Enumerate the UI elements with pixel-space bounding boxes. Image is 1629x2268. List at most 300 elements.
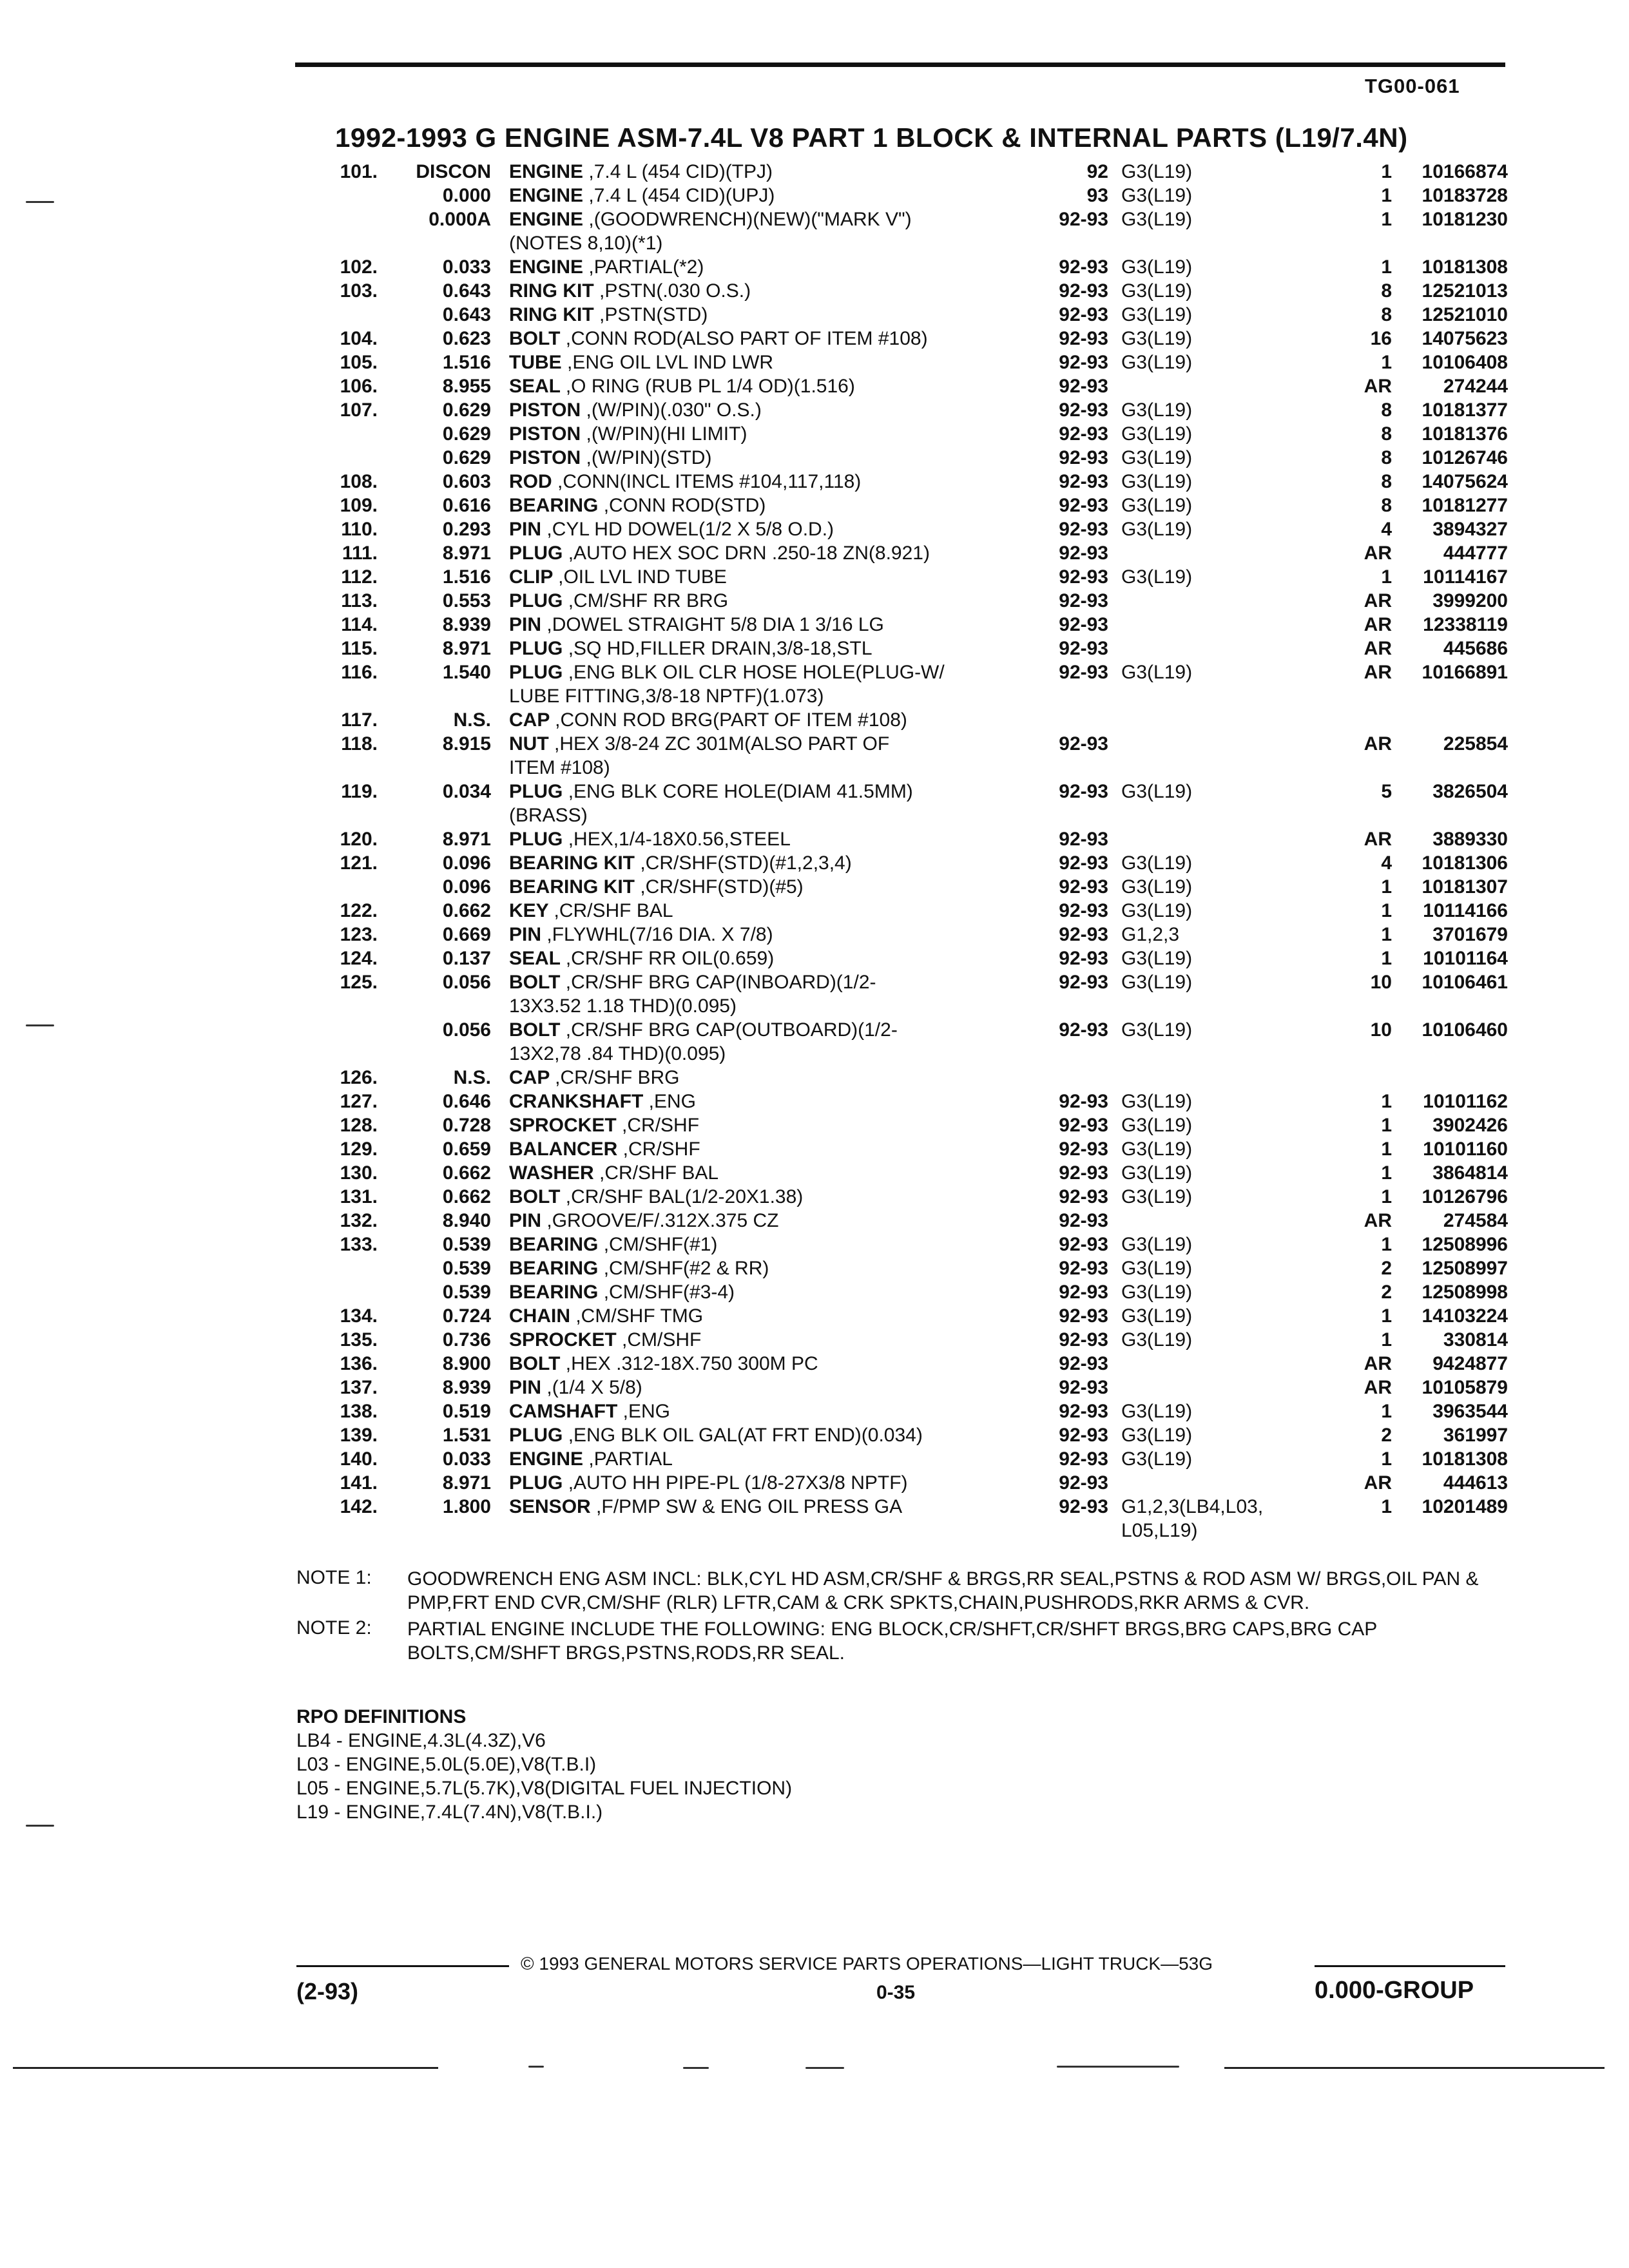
- part-spec: ,F/PMP SW & ENG OIL PRESS GA: [596, 1496, 903, 1517]
- quantity: 8: [1381, 471, 1392, 492]
- series-code: [1121, 279, 1295, 303]
- part-number: 10181306: [1422, 852, 1508, 874]
- part-row: [322, 1328, 1508, 1352]
- series-line: G3(L19): [1121, 900, 1193, 921]
- quantity: 1: [1381, 1091, 1392, 1112]
- quantity: 1: [1381, 948, 1392, 969]
- part-name: PISTON: [509, 447, 581, 468]
- part-spec: ,CR/SHF BAL(1/2-20X1.38): [565, 1186, 804, 1207]
- item-number: 107.: [340, 399, 378, 421]
- group-code: 0.000: [442, 185, 491, 206]
- part-row: [322, 207, 1508, 255]
- quantity: AR: [1364, 543, 1392, 564]
- part-spec: ,AUTO HH PIPE-PL (1/8-27X3/8 NPTF): [568, 1472, 908, 1494]
- item-number: 116.: [341, 662, 378, 683]
- group-code: 0.056: [442, 1019, 491, 1041]
- part-spec: ,CR/SHF BRG: [555, 1067, 680, 1088]
- item-number: 128.: [340, 1115, 378, 1136]
- group-code: DISCON: [416, 161, 491, 182]
- series-code: [1121, 1018, 1295, 1042]
- part-number: 10105879: [1422, 1377, 1508, 1398]
- part-spec: ,GROOVE/F/.312X.375 CZ: [546, 1210, 779, 1231]
- item-number: 135.: [340, 1329, 378, 1350]
- series-line: G1,2,3: [1121, 924, 1180, 945]
- group-code: 1.800: [442, 1496, 491, 1517]
- item-number: 131.: [340, 1186, 378, 1207]
- group-code: 0.662: [442, 1186, 491, 1207]
- item-number: 125.: [340, 972, 378, 993]
- part-number: 330814: [1443, 1329, 1508, 1350]
- group-code: 8.939: [442, 1377, 491, 1398]
- part-name: BEARING: [509, 495, 599, 516]
- item-number: 121.: [340, 852, 378, 874]
- part-spec: ,ENG: [648, 1091, 697, 1112]
- part-spec: ,ENG BLK CORE HOLE(DIAM 41.5MM): [568, 781, 913, 802]
- group-code: 0.629: [442, 447, 491, 468]
- group-code: 0.553: [442, 590, 491, 611]
- part-number: 10126796: [1422, 1186, 1508, 1207]
- group-code: 0.033: [442, 256, 491, 278]
- part-name: RING KIT: [509, 304, 594, 325]
- part-name: ENGINE: [509, 209, 584, 230]
- series-line: G3(L19): [1121, 1305, 1193, 1327]
- part-number: 3963544: [1432, 1401, 1508, 1422]
- series-line: G3(L19): [1121, 256, 1193, 278]
- series-line: G3(L19): [1121, 352, 1193, 373]
- description-line: [509, 1376, 1347, 1399]
- model-years: 92-93: [1059, 614, 1108, 635]
- part-spec: ,PARTIAL: [588, 1448, 673, 1470]
- series-code: [1121, 1256, 1295, 1280]
- quantity: AR: [1364, 638, 1392, 659]
- group-code: 8.971: [442, 1472, 491, 1494]
- quantity: 5: [1381, 781, 1392, 802]
- part-name: BOLT: [509, 328, 561, 349]
- part-spec: ,CR/SHF BRG CAP(OUTBOARD)(1/2-: [565, 1019, 898, 1041]
- item-number: 122.: [340, 900, 378, 921]
- item-number: 139.: [340, 1425, 378, 1446]
- series-line: G3(L19): [1121, 1282, 1193, 1303]
- series-line: G3(L19): [1121, 972, 1193, 993]
- series-code: [1121, 1399, 1295, 1423]
- series-code: [1121, 1137, 1295, 1161]
- description-line: [509, 374, 1347, 398]
- model-years: 92-93: [1059, 638, 1108, 659]
- quantity: AR: [1364, 1377, 1392, 1398]
- part-row: [322, 565, 1508, 589]
- part-number: 3889330: [1432, 829, 1508, 850]
- part-name: BEARING: [509, 1258, 599, 1279]
- model-years: 92-93: [1059, 471, 1108, 492]
- group-code: 0.728: [442, 1115, 491, 1136]
- footer-date: (2-93): [296, 1978, 359, 2004]
- part-description: [509, 541, 1347, 565]
- model-years: 92-93: [1059, 304, 1108, 325]
- part-spec-continued: (NOTES 8,10)(*1): [509, 233, 663, 254]
- part-number: 10181307: [1422, 876, 1508, 898]
- part-row: [322, 1423, 1508, 1447]
- group-code: 0.539: [442, 1282, 491, 1303]
- part-spec: ,PSTN(.030 O.S.): [599, 280, 751, 302]
- description-line: [509, 1066, 1347, 1090]
- part-spec: ,FLYWHL(7/16 DIA. X 7/8): [546, 924, 773, 945]
- part-name: PLUG: [509, 1425, 563, 1446]
- quantity: 8: [1381, 280, 1392, 302]
- series-code: [1121, 565, 1295, 589]
- series-line: G3(L19): [1121, 447, 1193, 468]
- part-spec: ,CM/SHF(#2 & RR): [603, 1258, 769, 1279]
- model-years: 92-93: [1059, 566, 1108, 588]
- model-years: 92-93: [1059, 399, 1108, 421]
- item-number: 103.: [340, 280, 378, 302]
- quantity: 1: [1381, 566, 1392, 588]
- part-row: [322, 446, 1508, 470]
- model-years: 92-93: [1059, 256, 1108, 278]
- description-line: [509, 613, 1347, 637]
- group-code: 0.643: [442, 304, 491, 325]
- part-number: 274244: [1443, 376, 1508, 397]
- series-code: [1121, 875, 1295, 899]
- series-code: [1121, 351, 1295, 374]
- part-spec: ,PSTN(STD): [599, 304, 708, 325]
- item-number: 109.: [340, 495, 378, 516]
- part-number: 3864814: [1432, 1162, 1508, 1184]
- group-code: 8.939: [442, 614, 491, 635]
- part-number: 12338119: [1423, 614, 1508, 635]
- part-number: 3894327: [1432, 519, 1508, 540]
- quantity: AR: [1364, 1210, 1392, 1231]
- item-number: 130.: [340, 1162, 378, 1184]
- part-spec: ,HEX .312-18X.750 300M PC: [565, 1353, 818, 1374]
- part-name: SPROCKET: [509, 1329, 617, 1350]
- scan-mark: [26, 1825, 54, 1827]
- part-spec: ,CM/SHF: [622, 1329, 702, 1350]
- part-description: [509, 1352, 1347, 1376]
- part-number: 14075623: [1422, 328, 1508, 349]
- rpo-item: L03 - ENGINE,5.0L(5.0E),V8(T.B.I): [296, 1754, 597, 1775]
- model-years: 92-93: [1059, 1377, 1108, 1398]
- part-spec: ,(1/4 X 5/8): [546, 1377, 642, 1398]
- series-code: [1121, 398, 1295, 422]
- series-code: [1121, 1185, 1295, 1209]
- part-number: 3999200: [1432, 590, 1508, 611]
- item-number: 136.: [340, 1353, 378, 1374]
- part-row: [322, 255, 1508, 279]
- group-code: N.S.: [453, 709, 491, 731]
- series-line: G3(L19): [1121, 519, 1193, 540]
- part-number: 10126746: [1422, 447, 1508, 468]
- group-code: 0.724: [442, 1305, 491, 1327]
- quantity: 1: [1381, 1496, 1392, 1517]
- part-row: [322, 970, 1508, 1018]
- part-description: [509, 613, 1347, 637]
- model-years: 92: [1086, 161, 1108, 182]
- description-line: [509, 1209, 1347, 1233]
- part-name: PISTON: [509, 423, 581, 445]
- rpo-heading: RPO DEFINITIONS: [296, 1706, 467, 1727]
- model-years: 92-93: [1059, 1329, 1108, 1350]
- model-years: 92-93: [1059, 1472, 1108, 1494]
- series-code: [1121, 923, 1295, 947]
- part-name: ENGINE: [509, 185, 584, 206]
- part-description: [509, 374, 1347, 398]
- item-number: 140.: [340, 1448, 378, 1470]
- part-name: BEARING KIT: [509, 852, 635, 874]
- series-code: [1121, 494, 1295, 517]
- part-number: 10101164: [1423, 948, 1508, 969]
- part-name: CRANKSHAFT: [509, 1091, 644, 1112]
- part-number: 12508996: [1422, 1234, 1508, 1255]
- part-name: BOLT: [509, 972, 561, 993]
- part-name: BALANCER: [509, 1139, 618, 1160]
- part-name: RING KIT: [509, 280, 594, 302]
- model-years: 92-93: [1059, 1091, 1108, 1112]
- part-number: 10114166: [1423, 900, 1508, 921]
- part-number: 444777: [1443, 543, 1508, 564]
- group-code: 0.034: [442, 781, 491, 802]
- item-number: 105.: [340, 352, 378, 373]
- series-code: [1121, 970, 1295, 994]
- rpo-item: L05 - ENGINE,5.7L(5.7K),V8(DIGITAL FUEL INJECTION): [296, 1778, 793, 1799]
- quantity: AR: [1364, 829, 1392, 850]
- part-row: [322, 1280, 1508, 1304]
- part-name: KEY: [509, 900, 549, 921]
- part-number: 12521013: [1422, 280, 1508, 302]
- model-years: 92-93: [1059, 900, 1108, 921]
- part-number: 12521010: [1422, 304, 1508, 325]
- part-row: [322, 327, 1508, 351]
- scan-mark: [26, 201, 54, 203]
- model-years: 92-93: [1059, 352, 1108, 373]
- model-years: 92-93: [1059, 948, 1108, 969]
- series-code: [1121, 1447, 1295, 1471]
- model-years: 92-93: [1059, 1425, 1108, 1446]
- part-spec: ,CONN ROD(STD): [603, 495, 766, 516]
- group-code: 0.519: [442, 1401, 491, 1422]
- quantity: 1: [1381, 161, 1392, 182]
- part-spec-continued: 13X3.52 1.18 THD)(0.095): [509, 995, 737, 1017]
- group-code: N.S.: [453, 1067, 491, 1088]
- series-line: G3(L19): [1121, 1139, 1193, 1160]
- part-number: 10101160: [1423, 1139, 1508, 1160]
- part-description: [509, 637, 1347, 660]
- item-number: 137.: [340, 1377, 378, 1398]
- model-years: 92-93: [1059, 781, 1108, 802]
- series-code: [1121, 1304, 1295, 1328]
- group-code: 1.540: [442, 662, 491, 683]
- model-years: 92-93: [1059, 1019, 1108, 1041]
- model-years: 92-93: [1059, 1496, 1108, 1517]
- part-number: 10114167: [1423, 566, 1508, 588]
- part-name: SEAL: [509, 948, 561, 969]
- part-number: 10181230: [1422, 209, 1508, 230]
- part-name: SENSOR: [509, 1496, 591, 1517]
- part-row: [322, 351, 1508, 374]
- part-spec: ,SQ HD,FILLER DRAIN,3/8-18,STL: [568, 638, 872, 659]
- part-name: ENGINE: [509, 256, 584, 278]
- part-number: 10181308: [1422, 1448, 1508, 1470]
- part-spec: ,AUTO HEX SOC DRN .250-18 ZN(8.921): [568, 543, 930, 564]
- scan-mark: [805, 2067, 844, 2069]
- rpo-item: L19 - ENGINE,7.4L(7.4N),V8(T.B.I.): [296, 1802, 603, 1823]
- part-spec: ,CR/SHF BAL: [554, 900, 673, 921]
- quantity: 2: [1381, 1425, 1392, 1446]
- item-number: 101.: [340, 161, 378, 182]
- part-spec: ,CONN ROD BRG(PART OF ITEM #108): [555, 709, 907, 731]
- group-code: 8.915: [442, 733, 491, 754]
- part-name: TUBE: [509, 352, 562, 373]
- part-number: 10106460: [1422, 1019, 1508, 1041]
- series-line: G3(L19): [1121, 1401, 1193, 1422]
- part-spec: ,OIL LVL IND TUBE: [558, 566, 727, 588]
- part-spec: ,CR/SHF: [622, 1139, 700, 1160]
- model-years: 92-93: [1059, 1115, 1108, 1136]
- part-row: [322, 541, 1508, 565]
- part-name: PLUG: [509, 662, 563, 683]
- group-code: 8.971: [442, 638, 491, 659]
- part-row: [322, 303, 1508, 327]
- part-row: [322, 875, 1508, 899]
- part-spec-continued: (BRASS): [509, 805, 588, 826]
- model-years: 92-93: [1059, 662, 1108, 683]
- part-name: PIN: [509, 519, 542, 540]
- part-row: [322, 1233, 1508, 1256]
- series-code: [1121, 303, 1295, 327]
- part-name: SEAL: [509, 376, 561, 397]
- part-name: PIN: [509, 1210, 542, 1231]
- item-number: 127.: [340, 1091, 378, 1112]
- part-row: [322, 923, 1508, 947]
- series-code: [1121, 422, 1295, 446]
- part-row: [322, 279, 1508, 303]
- part-spec: ,(GOODWRENCH)(NEW)("MARK V"): [588, 209, 912, 230]
- group-code: 0.603: [442, 471, 491, 492]
- quantity: 8: [1381, 447, 1392, 468]
- part-spec: ,ENG BLK OIL GAL(AT FRT END)(0.034): [568, 1425, 923, 1446]
- series-line: G3(L19): [1121, 161, 1193, 182]
- footer-rule-left: [296, 1965, 509, 1967]
- part-row: [322, 1018, 1508, 1066]
- notes-section: [296, 1567, 1495, 1667]
- part-spec: ,(W/PIN)(.030" O.S.): [586, 399, 762, 421]
- model-years: 92-93: [1059, 495, 1108, 516]
- part-row: [322, 613, 1508, 637]
- part-description: [509, 1066, 1347, 1090]
- part-description: [509, 589, 1347, 613]
- group-code: 0.662: [442, 900, 491, 921]
- part-row: [322, 947, 1508, 970]
- item-number: 104.: [340, 328, 378, 349]
- quantity: AR: [1364, 590, 1392, 611]
- series-line: G3(L19): [1121, 328, 1193, 349]
- item-number: 108.: [340, 471, 378, 492]
- series-code: [1121, 1423, 1295, 1447]
- series-code: [1121, 446, 1295, 470]
- quantity: AR: [1364, 376, 1392, 397]
- quantity: 4: [1381, 519, 1392, 540]
- model-years: 92-93: [1059, 1401, 1108, 1422]
- part-spec: ,HEX,1/4-18X0.56,STEEL: [568, 829, 791, 850]
- model-years: 92-93: [1059, 1448, 1108, 1470]
- description-line: [509, 637, 1347, 660]
- part-spec: ,CONN ROD(ALSO PART OF ITEM #108): [565, 328, 928, 349]
- item-number: 115.: [341, 638, 378, 659]
- series-code: [1121, 1233, 1295, 1256]
- description-line: [509, 1352, 1347, 1376]
- series-line: G3(L19): [1121, 1162, 1193, 1184]
- quantity: 1: [1381, 352, 1392, 373]
- model-years: 92-93: [1059, 376, 1108, 397]
- quantity: 4: [1381, 852, 1392, 874]
- part-name: PIN: [509, 1377, 542, 1398]
- item-number: 117.: [341, 709, 378, 731]
- part-spec: ,ENG OIL LVL IND LWR: [567, 352, 774, 373]
- description-line: [509, 827, 1347, 851]
- group-code: 0.000A: [429, 209, 491, 230]
- part-number: 225854: [1443, 733, 1508, 754]
- group-code: 0.096: [442, 876, 491, 898]
- note-1: [296, 1567, 1495, 1615]
- model-years: 92-93: [1059, 1258, 1108, 1279]
- part-number: 3826504: [1432, 781, 1508, 802]
- part-row: [322, 1447, 1508, 1471]
- series-line: G3(L19): [1121, 471, 1193, 492]
- part-spec-continued: ITEM #108): [509, 757, 610, 778]
- part-name: PLUG: [509, 638, 563, 659]
- model-years: 92-93: [1059, 733, 1108, 754]
- part-number: 361997: [1443, 1425, 1508, 1446]
- part-spec: ,CYL HD DOWEL(1/2 X 5/8 O.D.): [546, 519, 834, 540]
- description-line: [509, 589, 1347, 613]
- group-code: 8.971: [442, 543, 491, 564]
- item-number: 119.: [341, 781, 378, 802]
- series-code: [1121, 1113, 1295, 1137]
- part-spec: ,(W/PIN)(STD): [586, 447, 712, 468]
- page-title: 1992-1993 G ENGINE ASM-7.4L V8 PART 1 BLOCK & INTERNAL PARTS (L19/7.4N): [335, 122, 1408, 153]
- group-code: 0.033: [442, 1448, 491, 1470]
- part-number: 3701679: [1432, 924, 1508, 945]
- part-number: 10106461: [1422, 972, 1508, 993]
- group-code: 8.940: [442, 1210, 491, 1231]
- model-years: 92-93: [1059, 1353, 1108, 1374]
- page-code: TG00-061: [1365, 75, 1460, 97]
- scan-mark: [1057, 2066, 1179, 2068]
- series-code: [1121, 207, 1295, 231]
- series-code: [1121, 780, 1295, 803]
- scan-mark: [528, 2066, 544, 2068]
- item-number: 133.: [340, 1234, 378, 1255]
- item-number: 113.: [341, 590, 378, 611]
- part-row: [322, 1304, 1508, 1328]
- part-spec: ,DOWEL STRAIGHT 5/8 DIA 1 3/16 LG: [546, 614, 884, 635]
- model-years: 92-93: [1059, 1186, 1108, 1207]
- part-name: PLUG: [509, 543, 563, 564]
- part-row: [322, 732, 1508, 780]
- quantity: 2: [1381, 1258, 1392, 1279]
- quantity: AR: [1364, 733, 1392, 754]
- model-years: 92-93: [1059, 852, 1108, 874]
- group-code: 8.971: [442, 829, 491, 850]
- series-line: G3(L19): [1121, 781, 1193, 802]
- series-code: [1121, 947, 1295, 970]
- part-name: PISTON: [509, 399, 581, 421]
- part-name: PLUG: [509, 590, 563, 611]
- part-name: PLUG: [509, 781, 563, 802]
- part-name: ROD: [509, 471, 552, 492]
- description-line: [509, 1471, 1347, 1495]
- part-description: [509, 1471, 1347, 1495]
- part-name: CLIP: [509, 566, 553, 588]
